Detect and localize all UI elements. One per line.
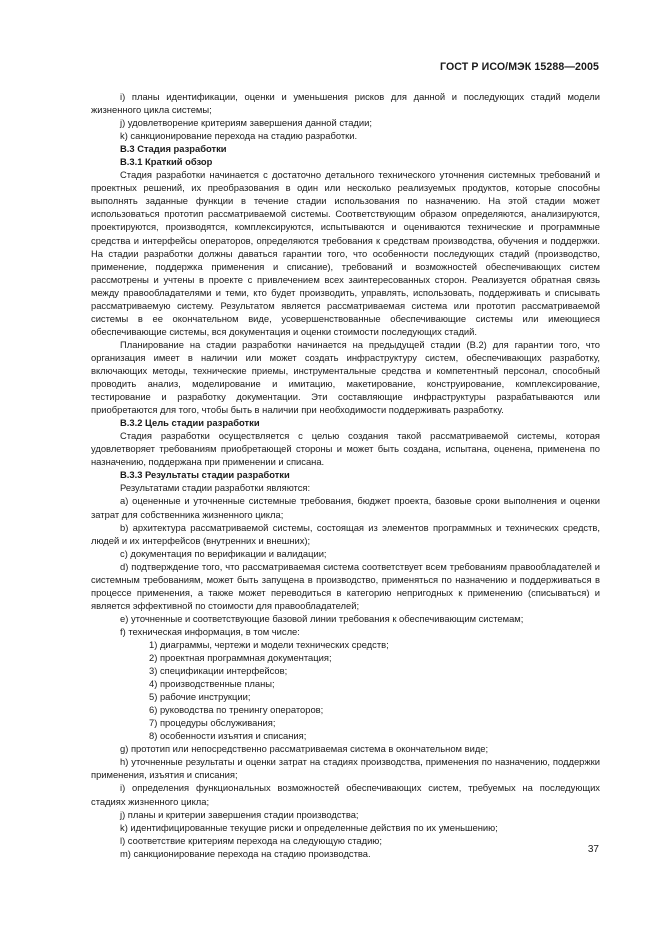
- paragraph: j) планы и критерии завершения стадии производства;: [120, 808, 359, 820]
- paragraph: j) удовлетворение критериям завершения данной стадии;: [120, 117, 372, 129]
- section-heading: В.3.2 Цель стадии разработки: [120, 417, 260, 429]
- paragraph: Результатами стадии разработки являются:: [120, 482, 311, 494]
- paragraph: i) планы идентификации, оценки и уменьшения рисков для данной и последующих стадий модели жизненного цикла системы;: [91, 91, 600, 116]
- sub-list-item: 5) рабочие инструкции;: [149, 691, 251, 703]
- sub-list-item: 1) диаграммы, чертежи и модели технических средств;: [149, 638, 389, 650]
- paragraph: Стадия разработки осуществляется с целью создания такой рассматриваемой системы, которая удовлетворяет требованиям приобретающей стороны и может быть создана, испытана, оценена, применена по назначению, поддержана при применении и списана.: [91, 430, 600, 468]
- sub-list-item: 6) руководства по тренингу операторов;: [149, 704, 324, 716]
- paragraph: g) прототип или непосредственно рассматриваемая система в окончательном виде;: [120, 743, 489, 755]
- paragraph: Стадия разработки начинается с достаточно детального технического уточнения системных требований и проектных решений, их преобразования в один или несколько реализуемых продуктов, которые способны выполнять заданные функции в течение стадии использования по назначению. На этой стадии может использоваться прототип рассматриваемой системы. Соответствующим образом определяются, анализируются, проектируются, производятся, комплексируются, испытываются и оцениваются технические и программные средства и интерфейсы операторов, определяются требования к средствам производства, обучения и поддержки. На стадии разработки должны даваться гарантии того, что особенности последующих стадий (производство, применение, поддержка применения и списание), требований и возможностей обеспечивающих систем рассмотрены и учтены в проекте с привлечением всех заинтересованных сторон. Реализуется обратная связь между правообладателями и теми, кто будет производить, управлять, использовать, поддерживать и списывать рассматриваемую систему. Результатом является рассматриваемая система или прототип рассматриваемой системы в ее окончательном виде, усовершенствованные обеспечивающие системы или имеющиеся обеспечивающие системы, вся документация и оценки стоимости последующих стадий.: [91, 169, 600, 337]
- paragraph: d) подтверждение того, что рассматриваемая система соответствует всем требованиям правообладателей и системным требованиям, может быть запущена в производство, применяться по назначению и поддерживаться в процессе применения, а также может переводиться в категорию непригодных к применению (списываться) и является эффективной по стоимости для правообладателей;: [91, 560, 600, 611]
- section-heading: В.3 Стадия разработки: [120, 143, 227, 155]
- paragraph: m) санкционирование перехода на стадию производства.: [120, 847, 371, 859]
- sub-list-item: 4) производственные планы;: [149, 678, 275, 690]
- page-number: 37: [587, 844, 599, 855]
- paragraph: k) санкционирование перехода на стадию разработки.: [120, 130, 358, 142]
- paragraph: f) техническая информация, в том числе:: [120, 625, 300, 637]
- paragraph: Планирование на стадии разработки начинается на предыдущей стадии (В.2) для гарантии того, что организация имеет в наличии или может создать инфраструктуру систем, обеспечивающих разработку, включающих методы, технические приемы, инструментальные средства и компетентный персонал, способный проводить анализ, моделирование и имитацию, макетирование, конструирование, комплексирование, тестирование и разработку документации. Эти составляющие инфраструктуры разрабатываются или приобретаются для того, чтобы быть в наличии при необходимости поддерживать разработку.: [91, 338, 600, 416]
- paragraph: b) архитектура рассматриваемой системы, состоящая из элементов программных и технических средств, людей и их интерфейсов (внутренних и внешних);: [91, 521, 600, 546]
- document-body: [91, 90, 600, 860]
- paragraph: a) оцененные и уточненные системные требования, бюджет проекта, базовые сроки выполнения и оценки затрат для собственника жизненного цикла;: [91, 495, 600, 520]
- page-header-title: ГОСТ Р ИСО/МЭК 15288—2005: [440, 61, 599, 73]
- section-heading: В.3.1 Краткий обзор: [120, 156, 213, 168]
- paragraph: c) документация по верификации и валидации;: [120, 547, 327, 559]
- paragraph: l) соответствие критериям перехода на следующую стадию;: [120, 834, 382, 846]
- paragraph: k) идентифицированные текущие риски и определенные действия по их уменьшению;: [120, 821, 498, 833]
- section-heading: В.3.3 Результаты стадии разработки: [120, 469, 290, 481]
- paragraph: e) уточненные и соответствующие базовой линии требования к обеспечивающим системам;: [120, 612, 524, 624]
- paragraph: h) уточненные результаты и оценки затрат на стадиях производства, применения по назначению, поддержки применения, изъятия и списания;: [91, 756, 600, 781]
- sub-list-item: 3) спецификации интерфейсов;: [149, 665, 288, 677]
- paragraph: i) определения функциональных возможностей обеспечивающих систем, требуемых на последующих стадиях жизненного цикла;: [91, 782, 600, 807]
- sub-list-item: 7) процедуры обслуживания;: [149, 717, 276, 729]
- sub-list-item: 2) проектная программная документация;: [149, 652, 332, 664]
- sub-list-item: 8) особенности изъятия и списания;: [149, 730, 307, 742]
